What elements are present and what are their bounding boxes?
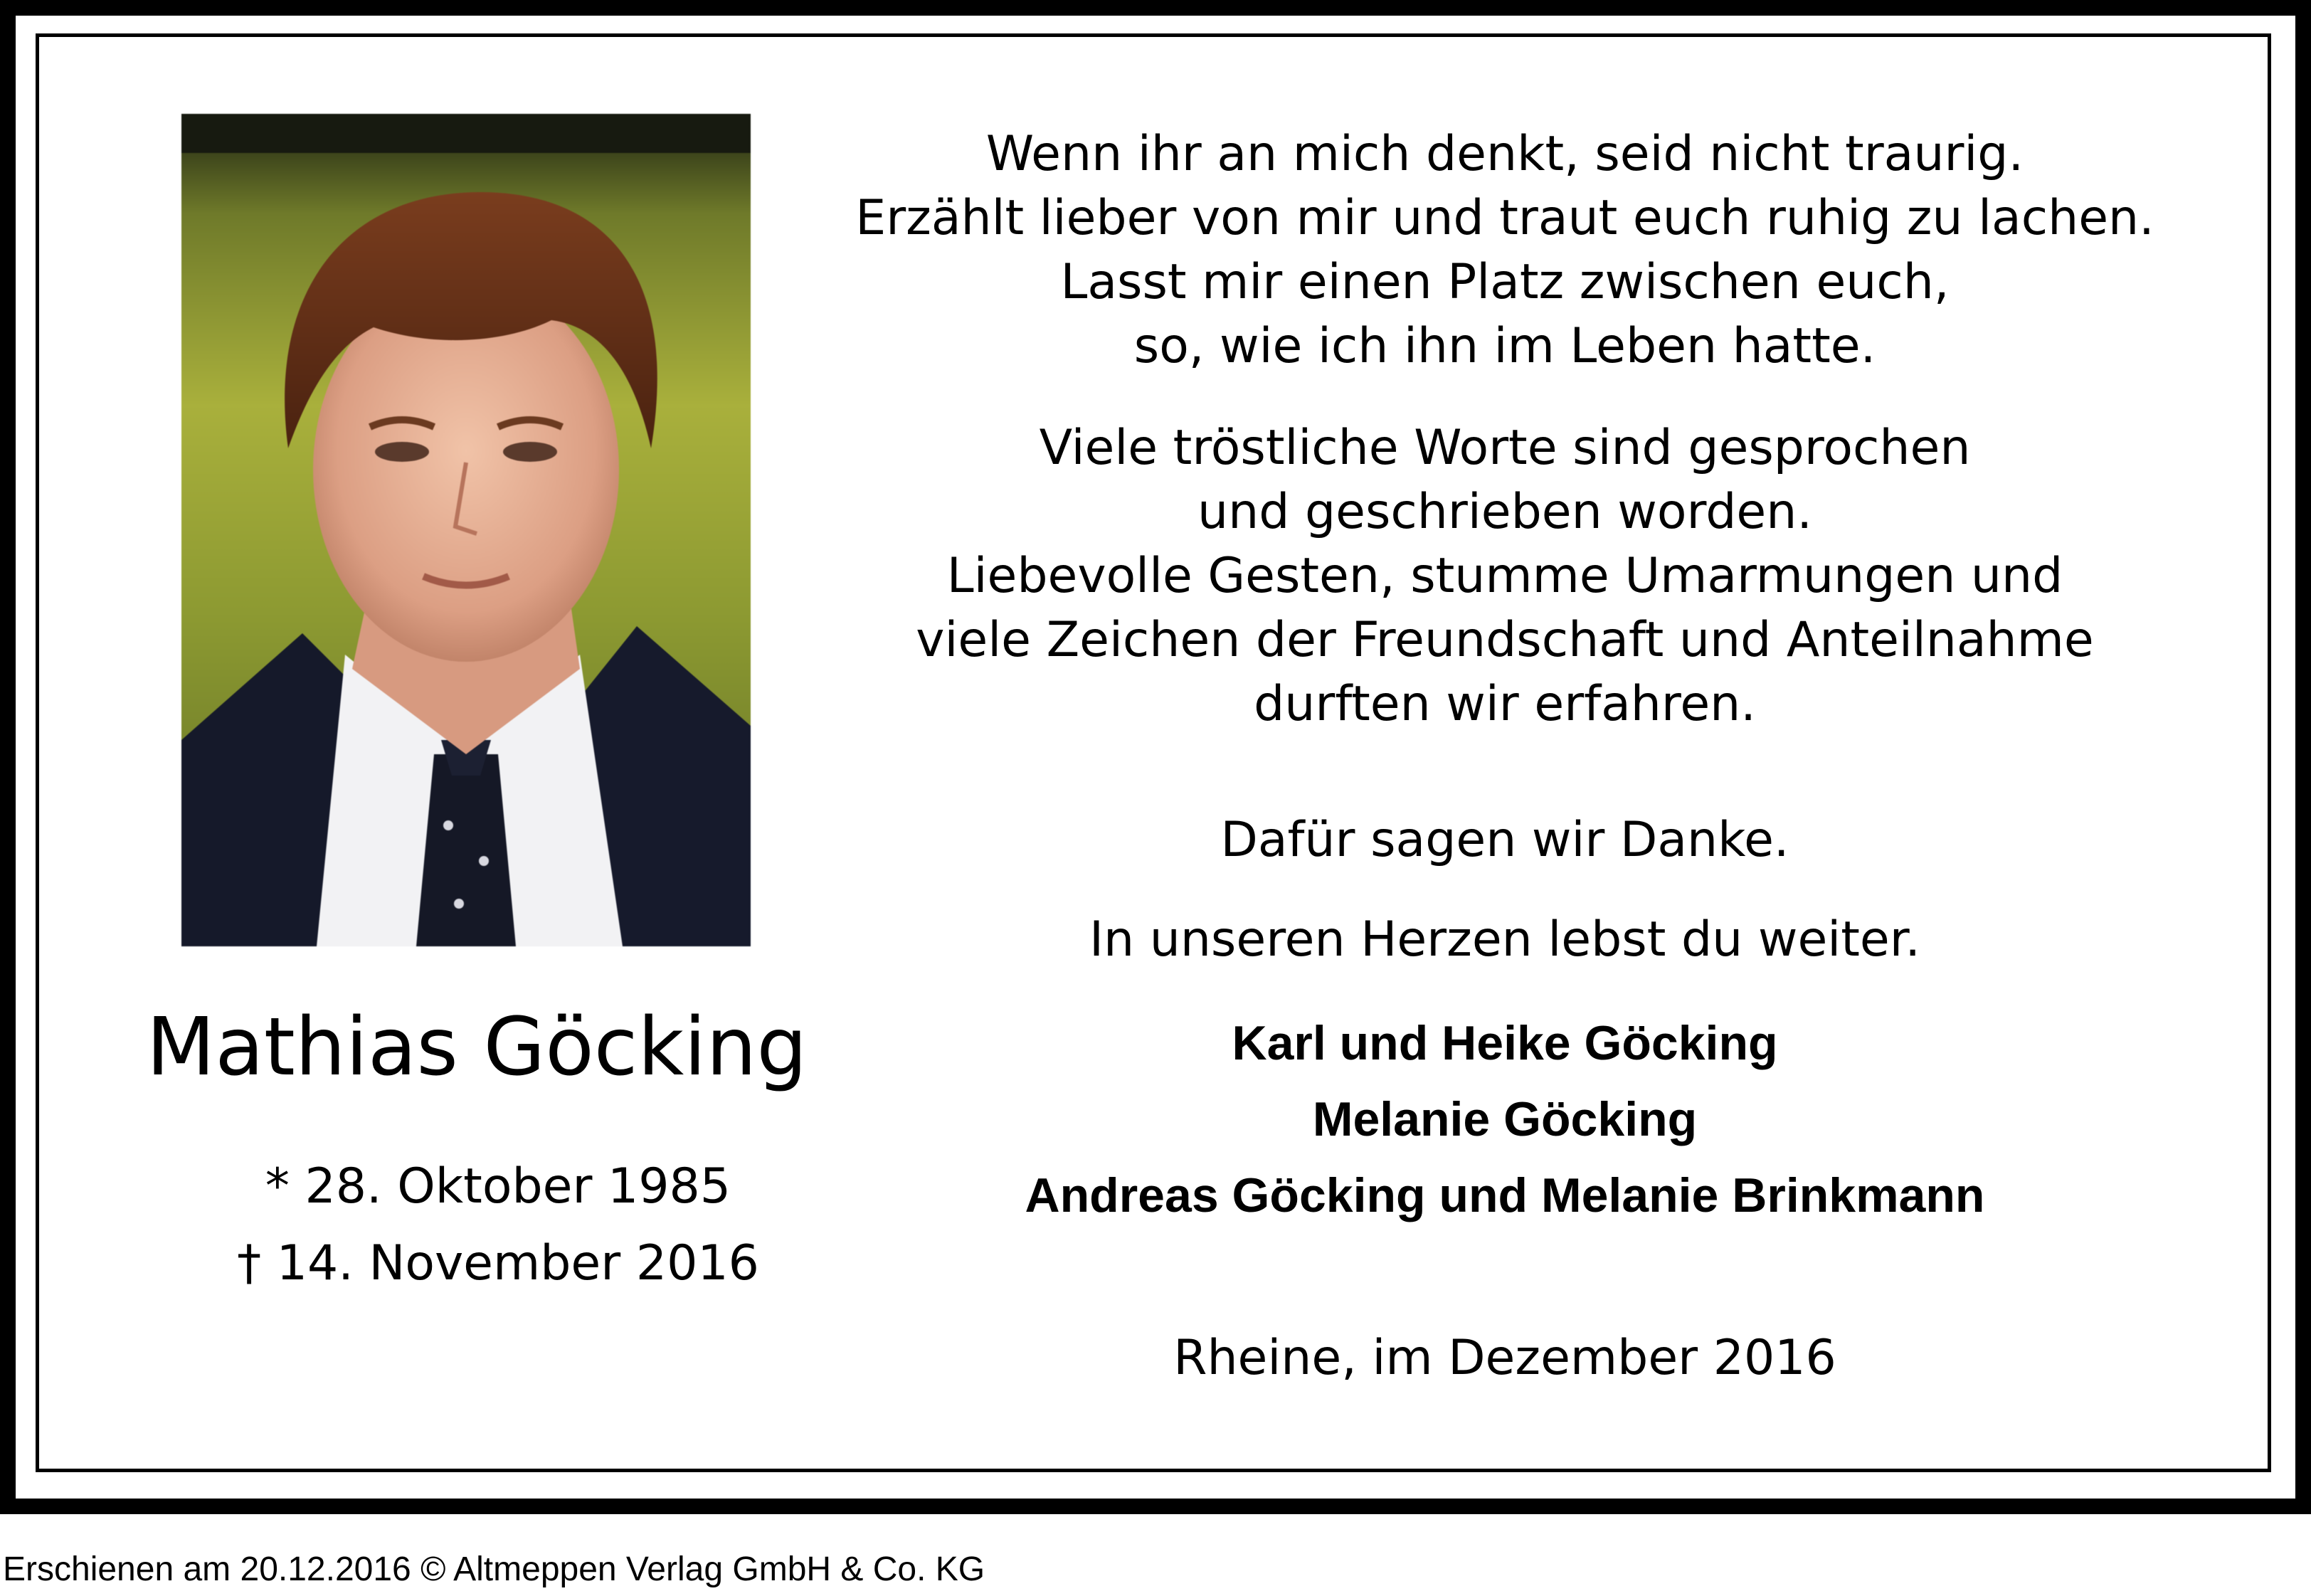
poem-line: Liebevolle Gesten, stumme Umarmungen und [946, 548, 2063, 604]
deceased-name: Mathias Göcking [146, 1001, 808, 1094]
death-date: † 14. November 2016 [237, 1235, 759, 1291]
poem-line: Wenn ihr an mich denkt, seid nicht traurig. [985, 126, 2024, 182]
poem-stanza-2 [843, 416, 2167, 736]
birth-date: * 28. Oktober 1985 [265, 1158, 731, 1215]
family-member: Karl und Heike Göcking [1232, 1016, 1778, 1070]
poem-line: Erzählt lieber von mir und traut euch ruhig zu lachen. [855, 190, 2154, 246]
life-dates [142, 1148, 854, 1302]
poem-line: Lasst mir einen Platz zwischen euch, [1060, 254, 1950, 310]
poem-line: viele Zeichen der Freundschaft und Anteilnahme [916, 612, 2094, 668]
thanks-line: Dafür sagen wir Danke. [1220, 812, 1789, 868]
hearts-line: In unseren Herzen lebst du weiter. [1089, 911, 1921, 968]
poem-line: so, wie ich ihn im Leben hatte. [1133, 318, 1876, 374]
poem-line: Viele tröstliche Worte sind gesprochen [1039, 420, 1971, 476]
poem-line: und geschrieben worden. [1197, 484, 1812, 540]
portrait-photo [181, 114, 751, 946]
publication-footer: Erschienen am 20.12.2016 © Altmeppen Verlag GmbH & Co. KG [3, 1550, 985, 1588]
poem-stanza-1 [843, 122, 2167, 379]
family-member: Melanie Göcking [1312, 1092, 1698, 1146]
portrait-illustration [181, 114, 751, 946]
family-names [843, 1005, 2167, 1234]
place-date: Rheine, im Dezember 2016 [1173, 1330, 1836, 1386]
poem-line: durften wir erfahren. [1254, 676, 1756, 732]
family-member: Andreas Göcking und Melanie Brinkmann [1025, 1168, 1985, 1222]
